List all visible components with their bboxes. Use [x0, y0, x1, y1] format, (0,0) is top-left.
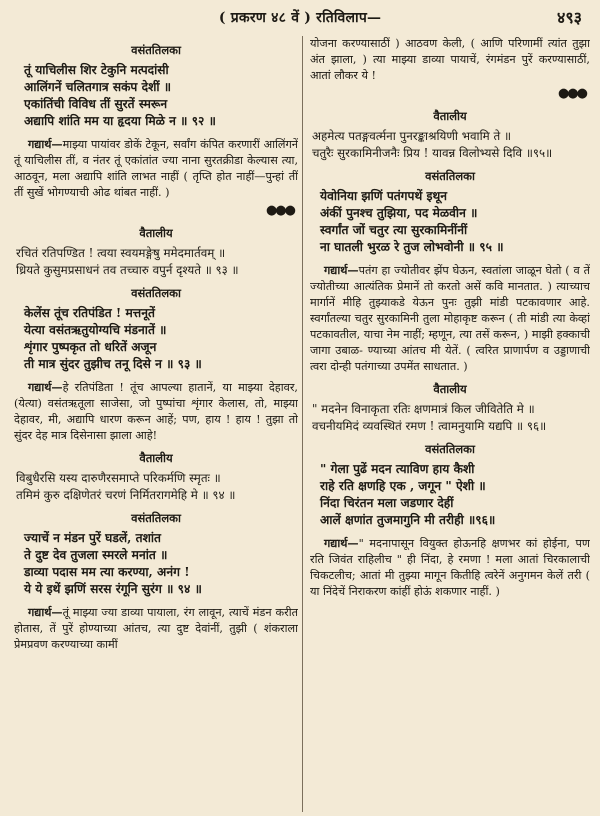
marathi-verse-95	[320, 188, 590, 256]
verse-line: येवोनिया झणिं पतंगपथें इथून	[320, 189, 448, 203]
verse-line: अंकीं पुनश्च तुझिया, पद मेळवीन ॥	[320, 206, 478, 220]
prose-gloss-96	[310, 535, 590, 600]
verse-line: चतुरैः सुरकामिनीजनैः प्रिय ! यावन्न विलोभ्यसे दिवि ॥९५॥	[312, 146, 553, 160]
gloss-text: पतंग हा ज्योतीवर झेंप घेऊन, स्वतांला जाळून घेतो ( व तें ज्योतीच्या आत्यंतिक प्रेमानें तो करतो असें कवि मानतात. ) त्याच्याच मार्गानें मीहि तुझ्याकडे येऊन पुनः तुझी मांडी पटकावणार आहे. स्वर्गांतल्या चतुर सुरकामिनी तुला मोहाकृष्ट करून ( ती मांडी त्या केव्हां पटकावतील, याचा नेम नाहीं; म्हणून, त्या तसें करून, ) माझी हक्काची जागा उबाळ- ण्याच्या आंतच मी येतें. ( त्वरित प्राणार्पण व उड्डाणाची त्वरा दोन्ही पतंगाच्या उपमेंत साधतात. )	[310, 264, 590, 373]
gloss-text: माझ्या पायांवर डोकें टेकून, सर्वांग कंपित करणारीं आलिंगनें तूं याचिलीस तीं, व नंतर तूं एकांतांत ज्या नाना सुरतक्रीडा केल्यास त्या, आठवून, मला अद्यापि शांति लाभत नाहीं ( तृप्ति होत नाहीं—पुन्हां तीं तीं सुखें भोगण्याची ओढ थांबत नाहीं. )	[14, 138, 298, 199]
column-divider	[302, 36, 303, 812]
meter-heading: वसंततिलका	[425, 169, 475, 183]
gloss-text: " मदनापासून वियुक्त होऊनहि क्षणभर कां होईना, पण रति जिवंत राहिलीच " ही निंदा, हे रमणा ! मला आतां चिरकालाची चिकटलीच; आतां मी तुझ्या मागून कितीहि त्वरेनें अनुगमन केलें तरी ( या निंदेचें निराकरण कांहीं होऊं शकणार नाहीं. )	[310, 537, 590, 598]
marathi-verse-92	[24, 62, 298, 130]
gloss-lead: गद्यार्थ—	[324, 263, 359, 277]
prose-gloss-93	[14, 379, 298, 444]
verse-line: ती मात्र सुंदर तुझीच तनू दिसे न ॥ ९३ ॥	[24, 357, 202, 371]
running-title: ( प्रकरण ४८ वें ) रतिविलाप—	[218, 10, 382, 26]
gloss-text: तूं माझ्या ज्या डाव्या पायाला, रंग लावून, त्याचें मंडन करीत होतास, तें पुरें होण्याच्या आंतच, त्या दुष्ट देवांनीं, तुझी ( शंकराला प्रेमप्रवण करण्याच्या कामीं	[14, 606, 298, 651]
verse-line: येत्या वसंतऋतुयोग्यचि मंडनातें ॥	[24, 323, 167, 337]
verse-line: आलें क्षणांत तुजमागुनि मी तरीही ॥९६॥	[320, 513, 496, 527]
verse-line: ध्रियते कुसुमप्रसाधनं तव तच्चारु वपुर्न दृश्यते ॥ ९३ ॥	[16, 263, 239, 277]
right-column	[310, 36, 590, 812]
verse-line: शृंगार पुष्पकृत तो धरितें अजून	[24, 340, 157, 354]
meter-heading: वैतालीय	[433, 382, 467, 396]
meter-heading: वैतालीय	[433, 109, 467, 123]
page-header	[0, 0, 600, 34]
verse-line: ना घातली भुरळ रे तुज लोभवोनी ॥ ९५ ॥	[320, 240, 504, 254]
left-column	[14, 36, 298, 812]
verse-line: एकांतिंची विविध तीं सुरतें स्मरून	[24, 97, 168, 111]
section-ornament: ●●●	[265, 203, 294, 218]
verse-line: निंदा चिरंतन मला जडणार देहीं	[320, 496, 454, 510]
meter-heading: वसंततिलका	[131, 511, 181, 525]
gloss-lead: गद्यार्थ—	[28, 605, 63, 619]
prose-continuation: योजना करण्यासाठीं ) आठवण केली, ( आणि परिणामीं त्यांत तुझा अंत झाला, ) त्या माझ्या डाव्या पायाचें, रंगमंडन पुरें करण्यासाठीं, आतां लौकर ये !	[310, 37, 590, 82]
meter-heading: वसंततिलका	[131, 43, 181, 57]
verse-line: " गेला पुढें मदन त्याविण हाय कैशी	[320, 462, 475, 476]
marathi-verse-93	[24, 305, 298, 373]
prose-gloss-94	[14, 604, 298, 653]
prose-gloss-92	[14, 136, 298, 201]
verse-line: विबुधैरसि यस्य दारुणैरसमाप्ते परिकर्मणि स्मृतः ॥	[16, 471, 221, 485]
verse-line: आलिंगनें चलितगात्र सकंप देशीं ॥	[24, 80, 172, 94]
sanskrit-verse-94	[16, 470, 298, 504]
marathi-verse-94	[24, 530, 298, 598]
marathi-verse-96	[320, 461, 590, 529]
verse-line: स्वर्गांत जों चतुर त्या सुरकामिनींनीं	[320, 223, 468, 237]
meter-heading: वैतालीय	[139, 451, 173, 465]
verse-line: " मदनेन विनाकृता रतिः क्षणमात्रं किल जीवितेति मे ॥	[312, 402, 535, 416]
verse-line: ये ये इथें झणिं सरस रंगूनि सुरंग ॥ ९४ ॥	[24, 582, 202, 596]
sanskrit-verse-95	[312, 128, 590, 162]
meter-heading: वसंततिलका	[425, 442, 475, 456]
verse-line: अद्यापि शांति मम या हृदया मिळे न ॥ ९२ ॥	[24, 114, 216, 128]
verse-line: तूं याचिलीस शिर टेकुनि मत्पदांसी	[24, 63, 169, 77]
verse-line: केलेंस तूंच रतिपंडित ! मत्तनूतें	[24, 306, 155, 320]
section-ornament: ●●●	[557, 86, 586, 101]
sanskrit-verse-93	[16, 245, 298, 279]
page-number: ४९३	[557, 8, 582, 27]
prose-gloss-95	[310, 262, 590, 375]
sanskrit-verse-96	[312, 401, 590, 435]
verse-line: तमिमं कुरु दक्षिणेतरं चरणं निर्मितरागमेहि मे ॥ ९४ ॥	[16, 488, 236, 502]
gloss-lead: गद्यार्थ—	[28, 137, 63, 151]
verse-line: अहमेत्य पतङ्गवर्त्मना पुनरङ्काश्रयिणी भवामि ते ॥	[312, 129, 512, 143]
verse-line: ते दुष्ट देव तुजला स्मरले मनांत ॥	[24, 548, 168, 562]
verse-line: ज्याचें न मंडन पुरें घडलें, तशांत	[24, 531, 161, 545]
meter-heading: वसंततिलका	[131, 286, 181, 300]
gloss-text: हे रतिपंडिता ! तूंच आपल्या हातानें, या माझ्या देहावर, (येत्या) वसंतऋतूला साजेसा, जो पुष्पांचा शृंगार केलास, तो, माझ्या देहावर, मी, अद्यापि धारण करून आहें; पण, हाय ! हाय ! तुझा तो सुंदर देह मात्र दिसेनासा झाला आहे!	[14, 381, 298, 442]
gloss-lead: गद्यार्थ—	[324, 536, 359, 550]
verse-line: राहे रति क्षणहि एक , जगून " ऐशी ॥	[320, 479, 486, 493]
verse-line: वचनीयमिदं व्यवस्थितं रमण ! त्वामनुयामि यद्यपि ॥ ९६॥	[312, 419, 547, 433]
verse-line: डाव्या पदास मम त्या करण्या, अनंग !	[24, 565, 190, 579]
meter-heading: वैतालीय	[139, 226, 173, 240]
verse-line: रचितं रतिपण्डित ! त्वया स्वयमङ्गेषु ममेदमार्तवम् ॥	[16, 246, 226, 260]
gloss-lead: गद्यार्थ—	[28, 380, 63, 394]
